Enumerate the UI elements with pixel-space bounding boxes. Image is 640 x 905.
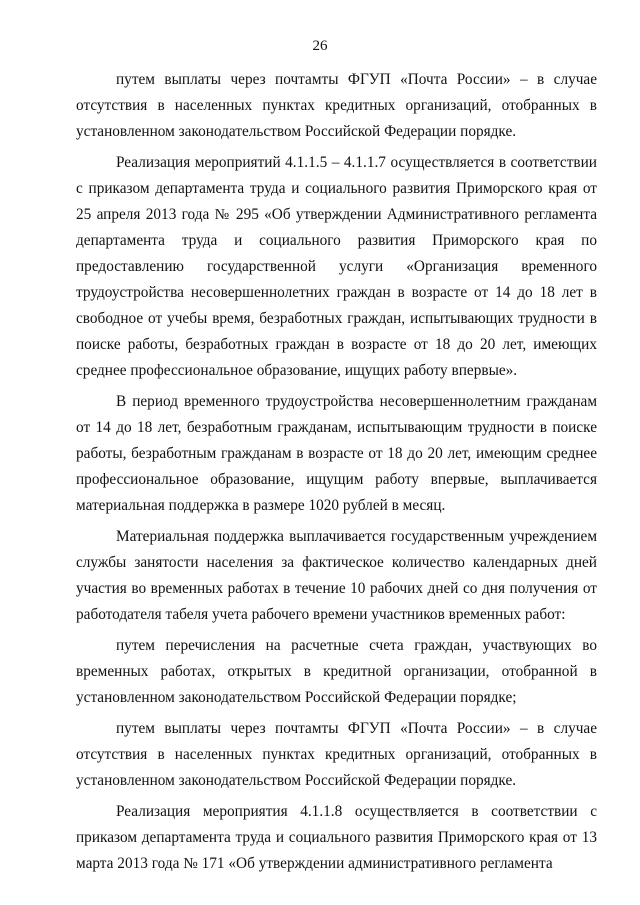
document-body (76, 67, 597, 877)
paragraph-measures-4-1-1-5-to-7: Реализация мероприятий 4.1.1.5 – 4.1.1.7 осуществляется в соответствии с приказом департамента труда и социального развития Приморского края от 25 апреля 2013 года № 295 «Об утверждении Административного регламента департамента труда и социального развития Приморского края по предоставлению государственной услуги «Организация временного трудоустройства несовершеннолетних граждан в возрасте от 14 до 18 лет в свободное от учебы время, безработных граждан, испытывающих трудности в поиске работы, безработных граждан в возрасте от 18 до 20 лет, имеющих среднее профессиональное образование, ищущих работу впервые». (76, 154, 597, 379)
paragraph-postal-payment: путем выплаты через почтамты ФГУП «Почта России» – в случае отсутствия в населенных пунктах кредитных организаций, отобранных в установленном законодательством Российской Федерации порядке. (76, 71, 597, 140)
paragraph-bank-transfer: путем перечисления на расчетные счета граждан, участвующих во временных работах, открытых в кредитной организации, отобранной в установленном законодательством Российской Федерации порядке; (76, 637, 597, 706)
paragraph-support-payment-procedure: Материальная поддержка выплачивается государственным учреждением службы занятости населения за фактическое количество календарных дней участия во временных работах в течение 10 рабочих дней со дня получения от работодателя табеля учета рабочего времени участников временных работ: (76, 528, 597, 623)
paragraph-postal-payment-repeat: путем выплаты через почтамты ФГУП «Почта России» – в случае отсутствия в населенных пунктах кредитных организаций, отобранных в установленном законодательством Российской Федерации порядке. (76, 720, 597, 789)
page-number: 26 (312, 38, 328, 54)
paragraph-measure-4-1-1-8: Реализация мероприятия 4.1.1.8 осуществляется в соответствии с приказом департамента труда и социального развития Приморского края от 13 марта 2013 года № 171 «Об утверждении административного регламента (76, 803, 597, 872)
paragraph-temporary-employment-support: В период временного трудоустройства несовершеннолетним гражданам от 14 до 18 лет, безработным гражданам, испытывающим трудности в поиске работы, безработным гражданам в возрасте от 18 до 20 лет, имеющим среднее профессиональное образование, ищущим работу впервые, выплачивается материальная поддержка в размере 1020 рублей в месяц. (76, 393, 597, 514)
